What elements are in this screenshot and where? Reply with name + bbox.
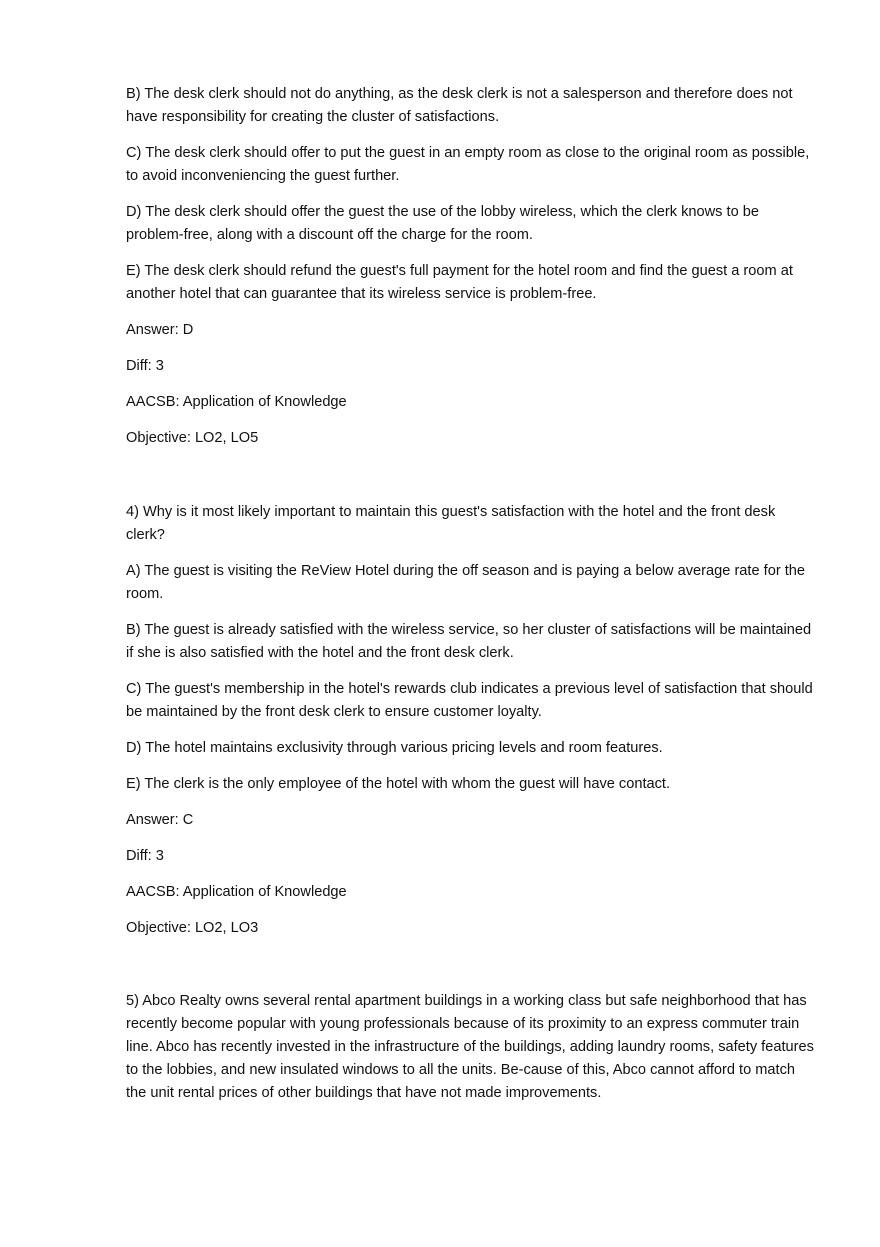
q3-aacsb: AACSB: Application of Knowledge — [126, 394, 347, 410]
q4-answer: Answer: C — [126, 812, 194, 828]
q4-option-c: C) The guest's membership in the hotel's rewards club indicates a previous level of satisfaction that should be maintained by the front desk clerk to ensure customer loyalty. — [126, 681, 813, 720]
q3-option-b: B) The desk clerk should not do anything, as the desk clerk is not a salesperson and therefore does not have responsibility for creating the cluster of satisfactions. — [126, 86, 793, 125]
q3-objective: Objective: LO2, LO5 — [126, 430, 259, 446]
q4-question: 4) Why is it most likely important to maintain this guest's satisfaction with the hotel and the front desk clerk? — [126, 504, 776, 543]
q4-option-b: B) The guest is already satisfied with the wireless service, so her cluster of satisfactions will be maintained if she is also satisfied with the hotel and the front desk clerk. — [126, 622, 812, 661]
q4-option-d: D) The hotel maintains exclusivity through various pricing levels and room features. — [126, 740, 663, 756]
q4-option-a: A) The guest is visiting the ReView Hotel during the off season and is paying a below average rate for the room. — [126, 563, 806, 602]
q4-difficulty: Diff: 3 — [126, 848, 164, 864]
q3-option-c: C) The desk clerk should offer to put the guest in an empty room as close to the original room as possible, to avoid inconveniencing the guest further. — [126, 145, 810, 184]
section-spacer — [126, 463, 814, 501]
q5-question: 5) Abco Realty owns several rental apartment buildings in a working class but safe neighborhood that has recently become popular with young professionals because of its proximity to an express commuter train line. Abco has recently invested in the infrastructure of the buildings, adding laundry rooms, safety features to the lobbies, and new insulated windows to all the units. Be-cause of this, Abco cannot afford to match the unit rental prices of other buildings that have not made improvements. — [126, 993, 814, 1101]
q3-answer: Answer: D — [126, 322, 194, 338]
q4-aacsb: AACSB: Application of Knowledge — [126, 884, 347, 900]
q3-option-d: D) The desk clerk should offer the guest the use of the lobby wireless, which the clerk knows to be problem-free, along with a discount off the charge for the room. — [126, 204, 759, 243]
section-spacer — [126, 953, 814, 990]
q4-objective: Objective: LO2, LO3 — [126, 920, 259, 936]
q3-option-e: E) The desk clerk should refund the guest's full payment for the hotel room and find the guest a room at another hotel that can guarantee that its wireless service is problem-free. — [126, 263, 793, 302]
q3-difficulty: Diff: 3 — [126, 358, 164, 374]
q4-option-e: E) The clerk is the only employee of the hotel with whom the guest will have contact. — [126, 776, 671, 792]
